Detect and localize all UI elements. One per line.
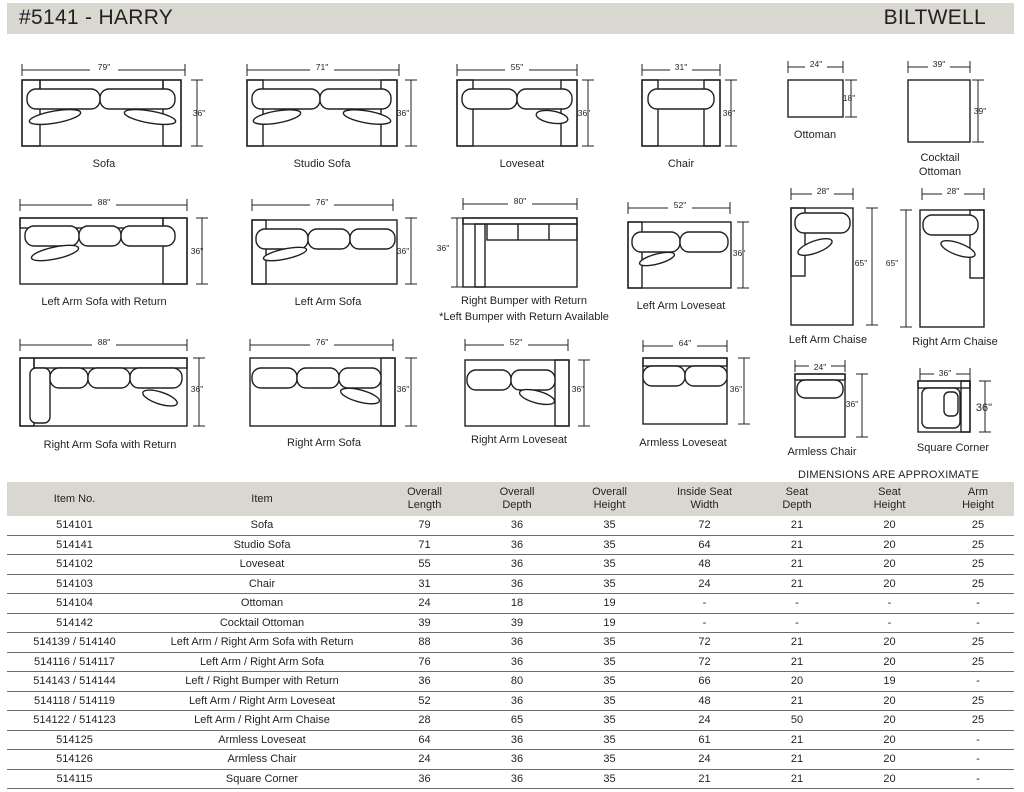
table-cell: 61 [652,730,757,750]
ottoman-width: 24" [809,59,823,69]
table-cell: 514101 [7,516,142,535]
ra-loveseat-label: Right Arm Loveseat [471,434,567,446]
column-header-line-1: Inside Seat [676,486,733,498]
table-cell: Left Arm / Right Arm Sofa with Return [142,633,382,653]
table-cell: 20 [837,691,942,711]
column-header [837,482,942,516]
table-cell: - [942,730,1014,750]
ra-sofa-width: 76" [315,337,329,347]
column-header-line-2: Height [873,499,906,511]
column-header-line-1: Arm [967,486,989,498]
table-cell: - [942,613,1014,633]
la-sofa-height: 36" [396,246,410,256]
table-cell: Square Corner [142,769,382,789]
table-cell: 50 [757,711,837,731]
table-cell: 48 [652,691,757,711]
table-cell: 514118 / 514119 [7,691,142,711]
table-cell: 35 [567,750,652,770]
column-header-line-2: Width [690,499,719,511]
table-cell: 36 [467,750,567,770]
table-cell: 19 [837,672,942,692]
studio-sofa-width: 71" [315,62,329,72]
loveseat-label: Loveseat [499,158,545,170]
table-cell: 514122 / 514123 [7,711,142,731]
column-header-line-2: Height [962,499,994,511]
dimensions-table [7,482,1014,789]
table-cell: 76 [382,652,467,672]
column-header [942,482,1014,516]
column-header-line-2: Depth [782,499,812,511]
armless-loveseat-height: 36" [729,384,743,394]
table-row [7,574,1014,594]
table-row [7,633,1014,653]
ottoman-label: Ottoman [793,129,837,141]
table-cell: 514141 [7,535,142,555]
table-cell: 39 [467,613,567,633]
studio-sofa-diagram [247,62,417,170]
table-cell: 36 [467,769,567,789]
table-cell: Studio Sofa [142,535,382,555]
ra-loveseat-width: 52" [509,337,523,347]
right-bumper-height: 36" [436,243,450,253]
table-cell: 514125 [7,730,142,750]
table-cell: 72 [652,652,757,672]
table-cell: - [837,613,942,633]
cocktail-ottoman-height: 39" [973,106,987,116]
table-cell: 25 [942,574,1014,594]
table-cell: 35 [567,516,652,535]
cocktail-ottoman-label-2: Ottoman [918,166,962,178]
table-row [7,535,1014,555]
table-cell: - [757,594,837,614]
table-cell: - [837,594,942,614]
table-cell: 21 [757,633,837,653]
table-cell: 20 [837,633,942,653]
table-cell: 20 [837,535,942,555]
table-cell: Left Arm / Right Arm Loveseat [142,691,382,711]
la-sofa-return-height: 36" [190,246,204,256]
table-cell: 25 [942,652,1014,672]
ra-chaise-diagram [886,186,998,348]
column-header [142,482,382,516]
brand-name: BILTWELL [883,6,986,29]
column-header [567,482,652,516]
table-cell: 25 [942,555,1014,575]
la-loveseat-label: Left Arm Loveseat [636,300,726,312]
table-cell: - [652,613,757,633]
square-corner-height: 36" [975,402,993,414]
table-cell: 35 [567,769,652,789]
ra-sofa-diagram [250,337,417,449]
table-cell: 514139 / 514140 [7,633,142,653]
table-cell: 39 [382,613,467,633]
la-sofa-return-label: Left Arm Sofa with Return [41,296,167,308]
table-cell: 35 [567,652,652,672]
table-cell: 514103 [7,574,142,594]
ra-sofa-return-height: 36" [190,384,204,394]
sofa-label: Sofa [92,158,116,170]
column-header-line-2: Height [593,499,626,511]
cocktail-ottoman-label-1: Cocktail [920,152,960,164]
table-cell: Left Arm / Right Arm Sofa [142,652,382,672]
la-chaise-height: 65" [854,258,868,268]
la-chaise-label: Left Arm Chaise [788,334,868,346]
table-cell: 20 [837,769,942,789]
table-cell: - [942,672,1014,692]
table-cell: 36 [467,691,567,711]
armless-chair-width: 24" [813,362,827,372]
column-header-line-1: Item No. [53,492,96,505]
table-cell: 514104 [7,594,142,614]
table-cell: - [942,750,1014,770]
table-cell: 36 [467,574,567,594]
table-cell: 31 [382,574,467,594]
table-cell: 20 [837,730,942,750]
armless-chair-label: Armless Chair [787,446,857,458]
table-cell: 28 [382,711,467,731]
table-cell: 55 [382,555,467,575]
column-header-line-2: Depth [502,499,532,511]
column-header [382,482,467,516]
column-header [467,482,567,516]
table-cell: Chair [142,574,382,594]
table-row [7,613,1014,633]
table-cell: 48 [652,555,757,575]
table-cell: 20 [837,652,942,672]
table-cell: 21 [652,769,757,789]
table-cell: 20 [837,555,942,575]
column-header-line-1: Seat [878,486,901,498]
table-cell: 25 [942,691,1014,711]
table-header-row [7,482,1014,516]
table-cell: 20 [757,672,837,692]
right-bumper-width: 80" [513,196,527,206]
column-header-line-1: Overall [407,486,442,498]
la-loveseat-height: 36" [732,248,746,258]
table-cell: 21 [757,691,837,711]
table-cell: 36 [382,769,467,789]
ra-loveseat-height: 36" [571,384,585,394]
table-cell: 72 [652,633,757,653]
table-row [7,750,1014,770]
ottoman-diagram [788,59,857,141]
table-row [7,730,1014,750]
table-cell: 24 [652,750,757,770]
studio-sofa-label: Studio Sofa [293,158,351,170]
table-cell: 36 [467,633,567,653]
table-cell: 18 [467,594,567,614]
table-cell: Ottoman [142,594,382,614]
table-row [7,672,1014,692]
table-cell: 35 [567,672,652,692]
table-cell: - [757,613,837,633]
table-body [7,516,1014,789]
table-cell: 24 [382,594,467,614]
table-cell: Left / Right Bumper with Return [142,672,382,692]
ra-sofa-return-label: Right Arm Sofa with Return [43,439,177,451]
column-header [7,482,142,516]
square-corner-diagram [917,366,992,454]
table-cell: 64 [382,730,467,750]
cocktail-ottoman-width: 39" [932,59,946,69]
ottoman-height: 18" [842,93,856,103]
table-cell: 36 [467,730,567,750]
chair-height: 36" [722,108,736,118]
table-cell: - [942,594,1014,614]
table-cell: 25 [942,633,1014,653]
table-cell: Armless Chair [142,750,382,770]
table-cell: 514102 [7,555,142,575]
table-cell: 64 [652,535,757,555]
table-cell: 79 [382,516,467,535]
ra-sofa-height: 36" [396,384,410,394]
table-cell: Armless Loveseat [142,730,382,750]
chair-diagram [642,62,737,170]
table-cell: 72 [652,516,757,535]
loveseat-diagram [457,62,594,170]
ra-sofa-return-diagram [20,337,205,451]
table-cell: 514115 [7,769,142,789]
cocktail-ottoman-diagram [908,59,986,178]
table-cell: 88 [382,633,467,653]
ra-chaise-height: 65" [885,258,899,268]
la-chaise-width: 28" [816,186,830,196]
table-row [7,769,1014,789]
studio-sofa-height: 36" [396,108,410,118]
table-cell: 35 [567,555,652,575]
armless-loveseat-diagram [639,338,750,449]
table-cell: 25 [942,516,1014,535]
la-sofa-diagram [252,197,417,308]
table-row [7,652,1014,672]
table-cell: Left Arm / Right Arm Chaise [142,711,382,731]
table-cell: 21 [757,516,837,535]
la-sofa-return-diagram [20,197,208,308]
la-sofa-width: 76" [315,197,329,207]
table-cell: 514126 [7,750,142,770]
table-cell: 21 [757,652,837,672]
table-cell: 35 [567,574,652,594]
table-cell: 20 [837,711,942,731]
table-cell: 514143 / 514144 [7,672,142,692]
table-cell: Loveseat [142,555,382,575]
table-cell: 514116 / 514117 [7,652,142,672]
table-cell: 36 [467,516,567,535]
table-cell: 36 [467,535,567,555]
table-cell: 25 [942,535,1014,555]
table-cell: 514142 [7,613,142,633]
chair-width: 31" [674,62,688,72]
table-cell: - [942,769,1014,789]
column-header-line-1: Overall [592,486,627,498]
table-cell: 35 [567,535,652,555]
table-cell: 21 [757,769,837,789]
la-sofa-label: Left Arm Sofa [294,296,362,308]
table-row [7,711,1014,731]
table-cell: 20 [837,574,942,594]
table-cell: 36 [382,672,467,692]
table-cell: 65 [467,711,567,731]
ra-sofa-label: Right Arm Sofa [287,437,361,449]
armless-chair-height: 36" [845,399,859,409]
la-loveseat-width: 52" [673,200,687,210]
right-bumper-diagram [437,196,609,323]
table-row [7,691,1014,711]
table-cell: 71 [382,535,467,555]
column-header-line-1: Overall [499,486,535,498]
table-cell: Cocktail Ottoman [142,613,382,633]
right-bumper-label: Right Bumper with Return [461,295,587,307]
table-cell: 36 [467,555,567,575]
la-loveseat-diagram [628,200,749,312]
column-header-line-1: Seat [785,486,809,498]
table-cell: 20 [837,750,942,770]
armless-loveseat-width: 64" [678,338,692,348]
table-cell: 35 [567,711,652,731]
table-cell: 21 [757,574,837,594]
table-cell: 24 [652,711,757,731]
collection-title: #5141 - HARRY [19,6,174,29]
column-header [757,482,837,516]
armless-chair-diagram [787,358,868,458]
column-header-line-1: Item [251,492,273,505]
table-cell: 80 [467,672,567,692]
table-cell: 35 [567,633,652,653]
loveseat-width: 55" [510,62,524,72]
square-corner-width: 36" [938,368,952,378]
sofa-width: 79" [97,62,111,72]
ra-chaise-label: Right Arm Chaise [912,336,998,348]
table-cell: 52 [382,691,467,711]
sofa-height: 36" [192,108,206,118]
table-cell: 36 [467,652,567,672]
right-bumper-note: *Left Bumper with Return Available [439,311,609,323]
sofa-diagram [22,62,205,170]
table-cell: 24 [382,750,467,770]
table-cell: 21 [757,750,837,770]
table-cell: 21 [757,555,837,575]
table-cell: 20 [837,516,942,535]
la-chaise-diagram [789,186,878,346]
table-cell: 66 [652,672,757,692]
table-cell: Sofa [142,516,382,535]
ra-chaise-width: 28" [946,186,960,196]
table-row [7,594,1014,614]
table-cell: 25 [942,711,1014,731]
column-header [652,482,757,516]
armless-loveseat-label: Armless Loveseat [639,437,727,449]
table-cell: 35 [567,730,652,750]
table-cell: 35 [567,691,652,711]
ra-loveseat-diagram [465,337,590,446]
table-cell: 21 [757,730,837,750]
approximate-note: DIMENSIONS ARE APPROXIMATE [797,469,979,481]
la-sofa-return-width: 88" [97,197,111,207]
table-row [7,516,1014,535]
chair-label: Chair [667,158,695,170]
table-cell: 21 [757,535,837,555]
table-header [7,482,1014,516]
ra-sofa-return-width: 88" [97,337,111,347]
column-header-line-2: Length [407,499,442,511]
table-cell: 24 [652,574,757,594]
table-cell: 19 [567,594,652,614]
square-corner-label: Square Corner [916,442,990,454]
loveseat-height: 36" [577,108,591,118]
table-cell: - [652,594,757,614]
table-cell: 19 [567,613,652,633]
table-row [7,555,1014,575]
